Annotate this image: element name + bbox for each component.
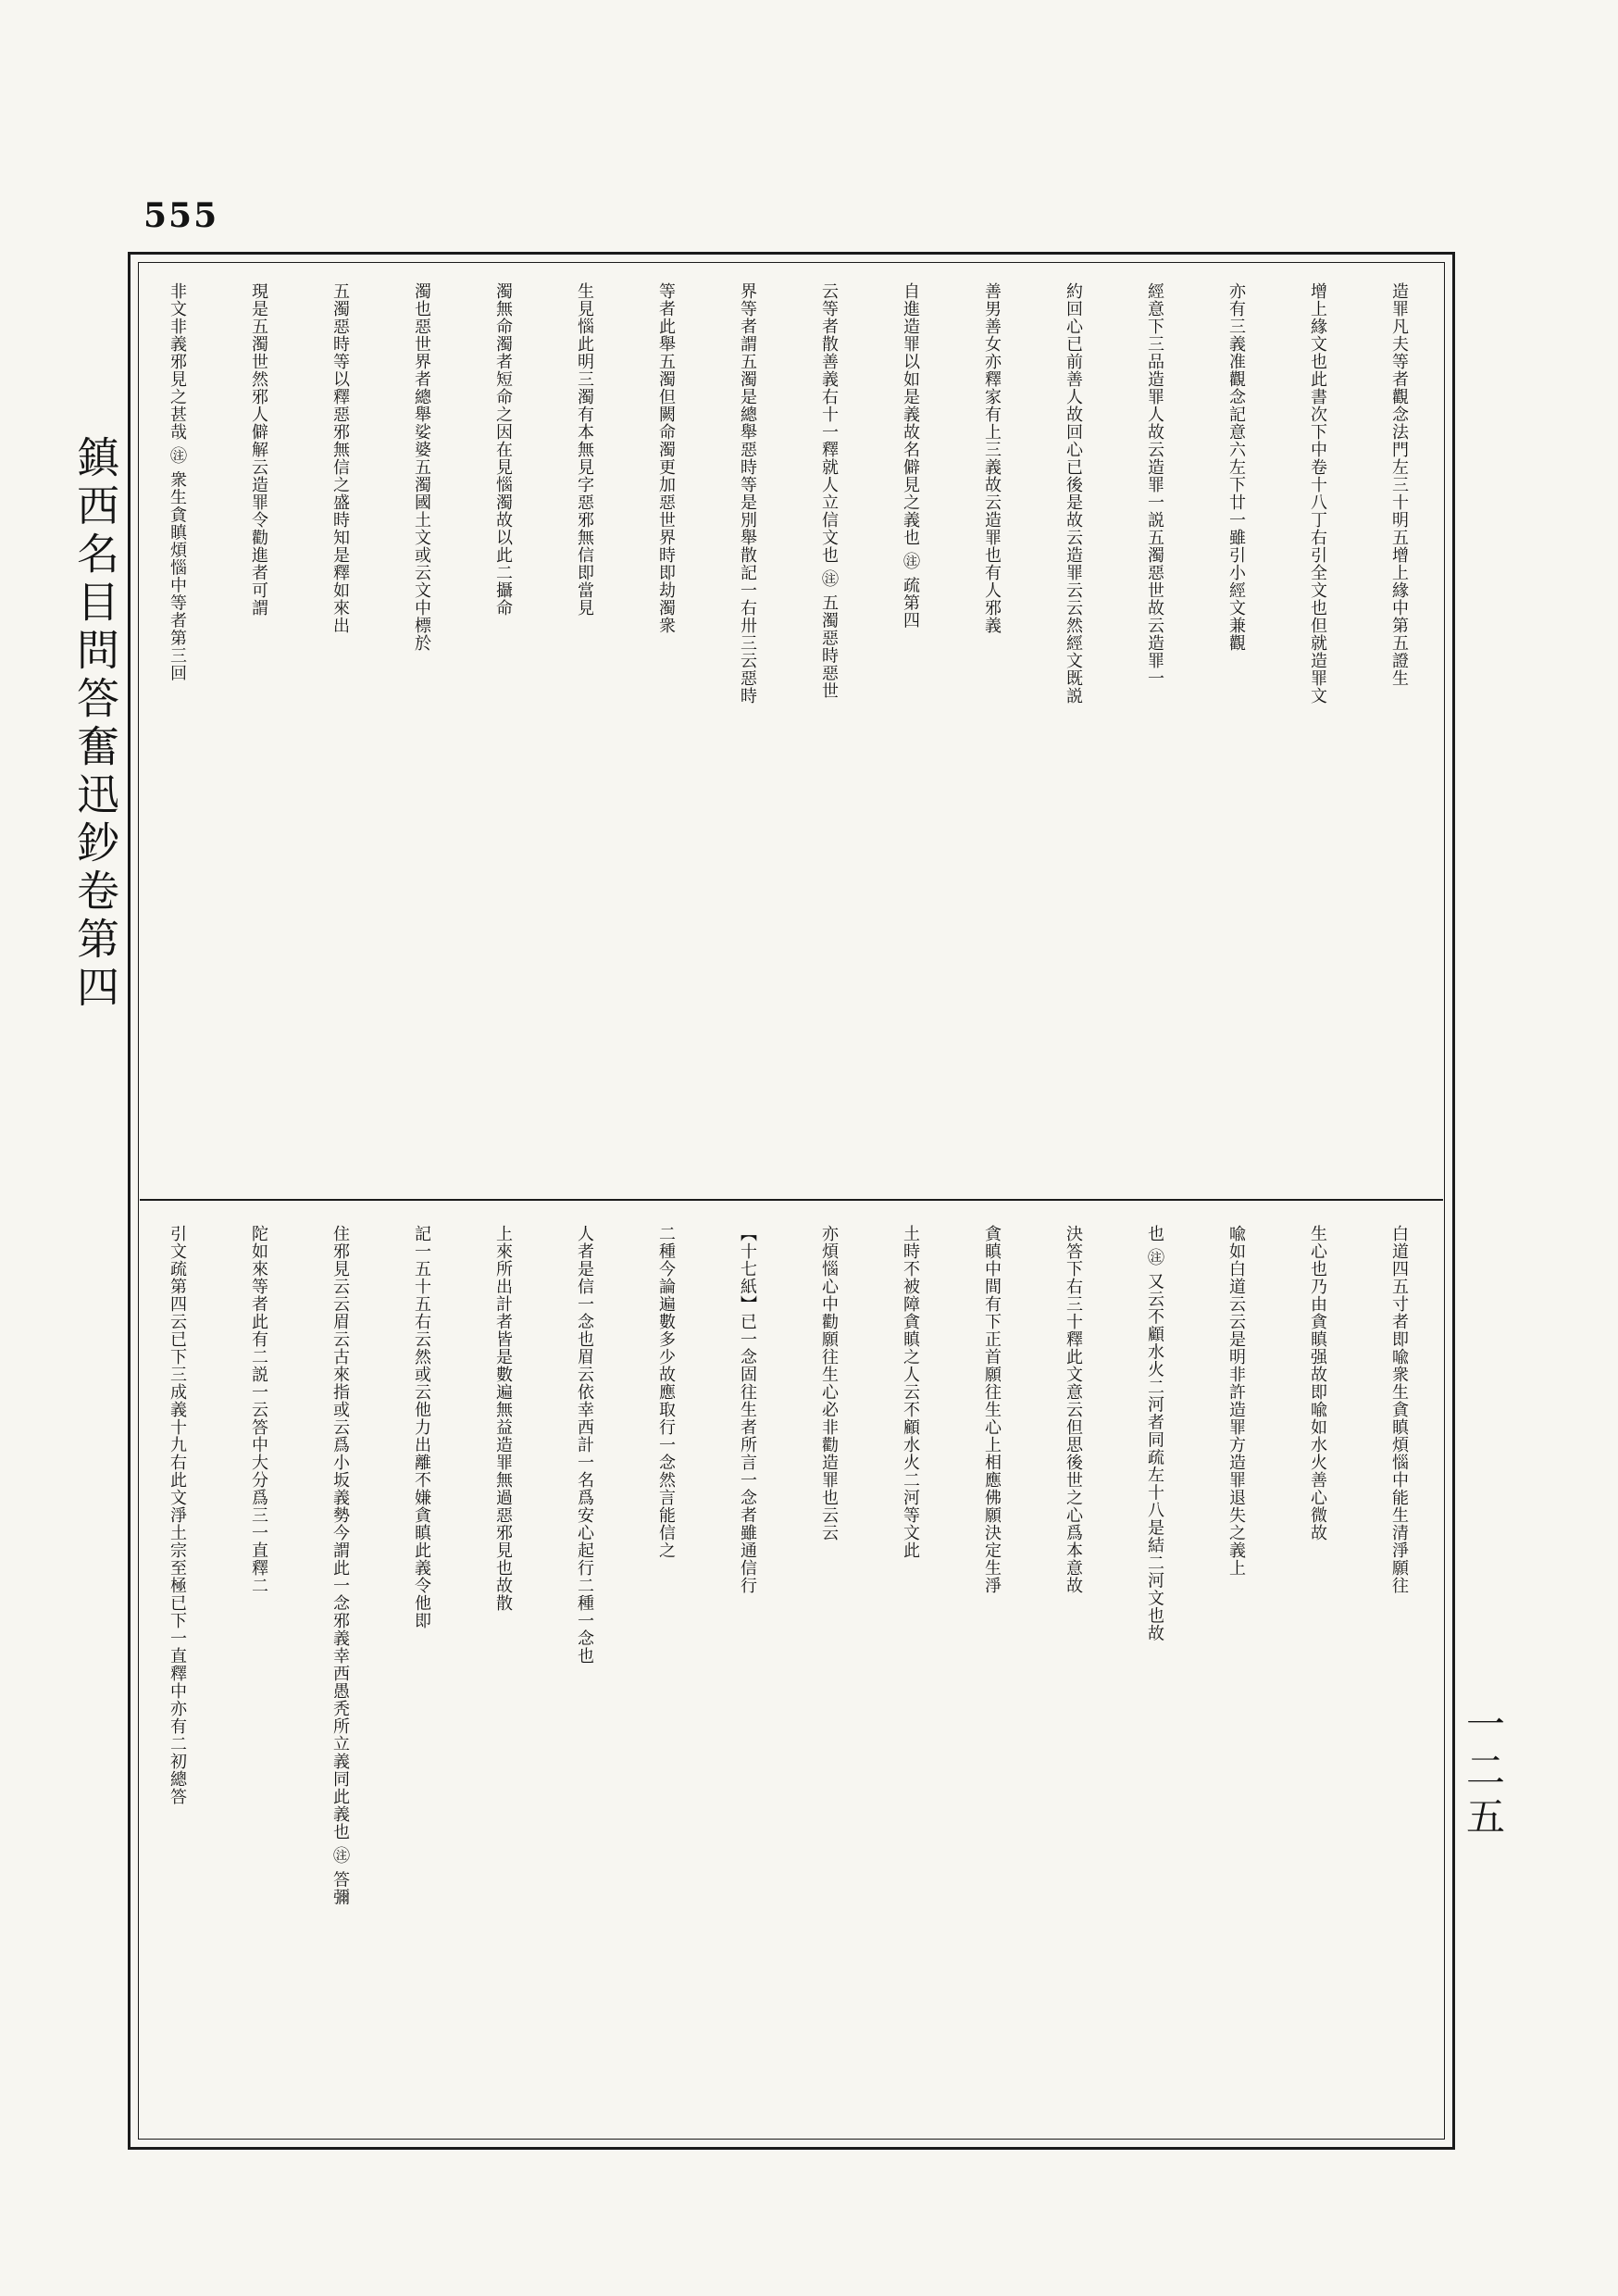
text-line: 土時不被障貪瞋之人云不顧水火二河等文此: [901, 1225, 920, 1559]
text-line: 濁也惡世界者總舉娑婆五濁國土文或云文中標於: [412, 282, 431, 652]
text-line: 【十七紙】已一念固往生者所言一念者雖通信行: [738, 1225, 757, 1594]
text-line: 陀如來等者此有二説一云答中大分爲三一直釋二: [249, 1225, 268, 1594]
text-line: 住邪見云云眉云古來指或云爲小坂義勢今謂此一念邪義幸西愚秃所立義同此義也 ㊟ 答彌: [330, 1225, 350, 1906]
text-line: 決答下右三十釋此文意云但思後世之心爲本意故: [1064, 1225, 1083, 1594]
text-line: 引文疏第四云已下三成義十九右此文淨土宗至極已下一直釋中亦有二初總答: [168, 1225, 187, 1805]
text-line: 善男善女亦釋家有上三義故云造罪也有人邪義: [982, 282, 1002, 634]
text-line: 上來所出計者皆是數遍無益造罪無過惡邪見也故散: [493, 1225, 513, 1612]
text-line: 現是五濁世然邪人僻解云造罪令勸進者可謂: [249, 282, 268, 617]
text-line: 自進造罪以如是義故名僻見之義也 ㊟ 疏第四: [901, 282, 920, 630]
text-line: 生見惱此明三濁有本無見字惡邪無信即當見: [575, 282, 594, 617]
text-line: 約回心已前善人故回心已後是故云造罪云云然經文既説: [1064, 282, 1083, 705]
text-line: 界等者謂五濁是總舉惡時等是別舉散記一右卅三云惡時: [738, 282, 757, 705]
text-line: 亦煩惱心中勸願往生心必非勸造罪也云云: [819, 1225, 839, 1541]
text-line: 五濁惡時等以釋惡邪無信之盛時知是釋如來出: [330, 282, 350, 634]
text-line: 亦有三義准觀念記意六左下廿一雖引小經文兼觀: [1226, 282, 1246, 652]
text-frame: [128, 252, 1455, 2150]
text-line: 非文非義邪見之甚哉 ㊟ 衆生貪瞋煩惱中等者第三回: [168, 282, 187, 682]
text-line: 生心也乃由貪瞋强故即喩如水火善心微故: [1308, 1225, 1327, 1541]
text-line: 也 ㊟ 又云不顧水火二河者同疏左十八是結二河文也故: [1145, 1225, 1164, 1642]
text-line: 增上緣文也此書次下中卷十八丁右引全文也但就造罪文: [1308, 282, 1327, 705]
section-divider: [140, 1199, 1443, 1201]
folio-number: 一二五: [1461, 1703, 1506, 1842]
text-line: 喩如白道云云是明非許造罪方造罪退失之義上: [1226, 1225, 1246, 1577]
text-line: 貪瞋中間有下正首願往生心上相應佛願決定生淨: [982, 1225, 1002, 1594]
text-line: 記一五十五右云然或云他力出離不嫌貪瞋此義令他即: [412, 1225, 431, 1629]
upper-text-block: [158, 282, 1426, 1180]
text-line: 等者此舉五濁但闕命濁更加惡世界時即劫濁衆: [656, 282, 676, 634]
page-number: 555: [143, 196, 219, 235]
text-line: 經意下三品造罪人故云造罪一説五濁惡世故云造罪一: [1145, 282, 1164, 687]
text-line: 濁無命濁者短命之因在見惱濁故以此二攝命: [493, 282, 513, 617]
text-line: 白道四五寸者即喩衆生貪瞋煩惱中能生清淨願往: [1389, 1225, 1409, 1594]
text-line: 造罪凡夫等者觀念法門左三十明五增上緣中第五證生: [1389, 282, 1409, 687]
text-line: 二種今論遍數多少故應取行一念然言能信之: [656, 1225, 676, 1559]
text-line: 人者是信一念也眉云依幸西計一名爲安心起行二種一念也: [575, 1225, 594, 1665]
text-line: 云等者散善義右十一釋就人立信文也 ㊟ 五濁惡時惡世: [819, 282, 839, 700]
running-title: 鎮西名目問答奮迅鈔卷第四: [70, 435, 120, 1013]
lower-text-block: [158, 1225, 1426, 2132]
